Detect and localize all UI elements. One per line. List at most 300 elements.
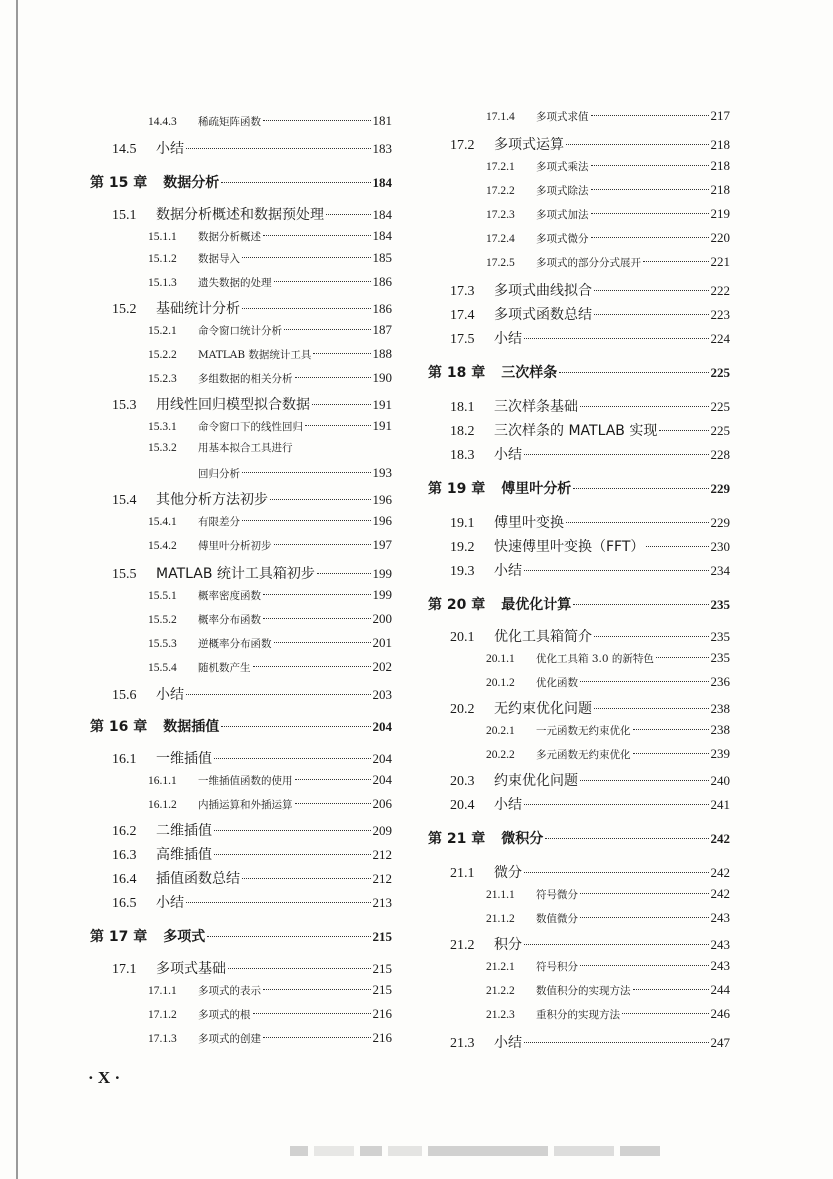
toc-leader-dots (524, 872, 709, 873)
toc-entry-page: 242 (710, 886, 730, 901)
toc-entry-number: 19.1 (450, 516, 475, 531)
toc-entry-page: 197 (372, 537, 392, 552)
toc-entry-page: 242 (710, 865, 730, 880)
toc-entry-title: 数据分析概述和数据预处理 (156, 207, 324, 223)
toc-entry-page: 201 (372, 635, 392, 650)
toc-entry-page: 196 (372, 513, 392, 528)
toc-leader-dots (253, 1013, 371, 1014)
toc-entry-page: 225 (710, 365, 730, 380)
binding-edge-line (16, 0, 18, 1179)
toc-entry-page: 246 (710, 1006, 730, 1021)
toc-entry-page: 244 (710, 982, 730, 997)
toc-entry-number: 19.2 (450, 540, 475, 555)
toc-entry-sub (90, 1030, 392, 1046)
toc-entry-sub (90, 982, 392, 998)
toc-entry-page: 218 (710, 158, 730, 173)
toc-entry-number: 20.1.1 (486, 653, 515, 665)
toc-entry-page: 239 (710, 746, 730, 761)
toc-entry-sub (428, 910, 730, 926)
toc-entry-page: 187 (372, 322, 392, 337)
toc-entry-sub (90, 659, 392, 675)
toc-entry-sub (90, 611, 392, 627)
toc-entry-page: 219 (710, 206, 730, 221)
toc-entry-number: 第 19 章 (428, 481, 486, 497)
toc-entry-title: 逆概率分布函数 (198, 638, 272, 650)
toc-leader-dots (622, 1013, 709, 1014)
toc-entry-title: 三次样条的 MATLAB 实现 (494, 423, 658, 439)
toc-entry-title: 多项式求值 (536, 111, 589, 123)
toc-entry-title: 多组数据的相关分析 (198, 373, 293, 385)
toc-leader-dots (263, 1037, 371, 1038)
toc-entry-title: 三次样条基础 (494, 399, 578, 415)
toc-leader-dots (646, 546, 708, 547)
toc-leader-dots (312, 404, 371, 405)
toc-entry-section (428, 444, 730, 464)
toc-entry-number: 17.1.4 (486, 111, 515, 123)
toc-entry-title: 其他分析方法初步 (156, 492, 268, 508)
toc-entry-number: 20.1.2 (486, 677, 515, 689)
toc-leader-dots (317, 573, 371, 574)
toc-leader-dots (221, 726, 370, 727)
toc-entry-page: 216 (372, 1006, 392, 1021)
toc-entry-sub (428, 206, 730, 222)
toc-entry-section (90, 394, 392, 414)
toc-leader-dots (524, 454, 709, 455)
toc-entry-page: 203 (372, 687, 392, 702)
toc-entry-number: 15.2.1 (148, 325, 177, 337)
toc-entry-number: 15.5 (112, 567, 137, 582)
toc-entry-title: 一维插值 (156, 751, 212, 767)
toc-entry-page: 209 (372, 823, 392, 838)
toc-entry-continuation (90, 465, 392, 481)
toc-entry-number: 15.4 (112, 493, 137, 508)
toc-entry-page: 215 (372, 961, 392, 976)
toc-entry-title: 小结 (494, 331, 522, 347)
toc-entry-number: 15.5.1 (148, 590, 177, 602)
toc-entry-sub (428, 158, 730, 174)
toc-entry-page: 186 (372, 301, 392, 316)
toc-entry-title: 有限差分 (198, 516, 240, 528)
toc-entry-number: 15.1.2 (148, 253, 177, 265)
toc-entry-page: 199 (372, 587, 392, 602)
toc-entry-title: 多元函数无约束优化 (536, 749, 631, 761)
toc-entry-number: 第 18 章 (428, 365, 486, 381)
toc-leader-dots (594, 290, 709, 291)
toc-leader-dots (221, 182, 370, 183)
toc-entry-title: 多项式曲线拟合 (494, 283, 592, 299)
page-number: · X · (88, 1068, 121, 1087)
toc-entry-title: 多项式微分 (536, 233, 589, 245)
toc-entry-page: 224 (710, 331, 730, 346)
toc-leader-dots (186, 148, 371, 149)
toc-leader-dots (274, 642, 371, 643)
toc-entry-title: 回归分析 (198, 468, 240, 480)
toc-leader-dots (594, 708, 709, 709)
toc-entry-title: 数值积分的实现方法 (536, 985, 631, 997)
toc-entry-section (90, 138, 392, 158)
toc-entry-title: 小结 (494, 797, 522, 813)
toc-entry-section (428, 770, 730, 790)
toc-leader-dots (263, 989, 371, 990)
toc-entry-sub (428, 1006, 730, 1022)
toc-entry-page: 220 (710, 230, 730, 245)
toc-entry-number: 16.2 (112, 824, 137, 839)
toc-entry-section (90, 204, 392, 224)
toc-entry-page: 184 (372, 175, 392, 190)
toc-entry-page: 228 (710, 447, 730, 462)
toc-leader-dots (580, 965, 709, 966)
toc-entry-number: 20.3 (450, 774, 475, 789)
toc-entry-page: 190 (372, 370, 392, 385)
toc-entry-chapter (428, 594, 730, 614)
toc-entry-section (428, 512, 730, 532)
toc-entry-section (90, 684, 392, 704)
toc-entry-page: 202 (372, 659, 392, 674)
toc-entry-page: 183 (372, 141, 392, 156)
toc-leader-dots (545, 838, 708, 839)
toc-entry-chapter (428, 478, 730, 498)
toc-entry-section (90, 563, 392, 583)
toc-entry-page: 229 (710, 515, 730, 530)
toc-entry-section (90, 958, 392, 978)
toc-leader-dots (263, 618, 371, 619)
toc-entry-title: 傅里叶变换 (494, 515, 564, 531)
toc-entry-page: 236 (710, 674, 730, 689)
toc-entry-section (90, 868, 392, 888)
toc-entry-number: 第 15 章 (90, 175, 148, 191)
toc-entry-number: 17.2.1 (486, 161, 515, 173)
toc-entry-page: 185 (372, 250, 392, 265)
toc-entry-title: 快速傅里叶变换（FFT） (494, 539, 645, 555)
toc-entry-title: 概率密度函数 (198, 590, 261, 602)
toc-entry-title: MATLAB 统计工具箱初步 (156, 566, 315, 582)
toc-entry-sub (90, 772, 392, 788)
toc-leader-dots (633, 753, 709, 754)
toc-entry-title: 多项式 (163, 929, 206, 945)
toc-entry-page: 206 (372, 796, 392, 811)
toc-entry-title: 小结 (156, 895, 184, 911)
toc-leader-dots (524, 338, 709, 339)
toc-leader-dots (274, 544, 371, 545)
toc-entry-section (428, 698, 730, 718)
toc-entry-section (428, 328, 730, 348)
toc-entry-page: 186 (372, 274, 392, 289)
toc-entry-number: 17.2.2 (486, 185, 515, 197)
toc-entry-title: 多项式除法 (536, 185, 589, 197)
toc-leader-dots (214, 758, 371, 759)
toc-entry-number: 17.2.3 (486, 209, 515, 221)
toc-entry-title: 重积分的实现方法 (536, 1009, 620, 1021)
toc-entry-sub (428, 958, 730, 974)
toc-entry-title: 优化工具箱 3.0 的新特色 (536, 653, 654, 665)
toc-entry-sub (90, 440, 392, 455)
toc-entry-sub (428, 108, 730, 124)
toc-leader-dots (295, 803, 371, 804)
toc-leader-dots (594, 636, 709, 637)
toc-entry-number: 17.1.1 (148, 985, 177, 997)
toc-entry-title: 无约束优化问题 (494, 701, 592, 717)
toc-entry-number: 16.5 (112, 896, 137, 911)
toc-entry-title: 微分 (494, 865, 522, 881)
toc-leader-dots (524, 944, 709, 945)
toc-entry-page: 200 (372, 611, 392, 626)
toc-entry-title: 符号微分 (536, 889, 578, 901)
toc-leader-dots (566, 144, 709, 145)
toc-leader-dots (573, 604, 708, 605)
toc-entry-page: 241 (710, 797, 730, 812)
toc-entry-page: 212 (372, 871, 392, 886)
toc-entry-sub (90, 274, 392, 290)
toc-entry-page: 238 (710, 722, 730, 737)
toc-entry-title: 符号积分 (536, 961, 578, 973)
toc-entry-title: 内插运算和外插运算 (198, 799, 293, 811)
toc-entry-sub (90, 228, 392, 244)
toc-entry-section (428, 536, 730, 556)
toc-entry-page: 196 (372, 492, 392, 507)
toc-entry-sub (428, 746, 730, 762)
toc-leader-dots (214, 854, 371, 855)
toc-entry-number: 21.2 (450, 938, 475, 953)
toc-entry-title: 小结 (156, 141, 184, 157)
toc-entry-section (90, 489, 392, 509)
toc-entry-number: 14.4.3 (148, 116, 177, 128)
toc-leader-dots (253, 666, 371, 667)
toc-entry-page: 181 (372, 113, 392, 128)
toc-entry-title: 最优化计算 (501, 597, 572, 613)
toc-entry-number: 20.2 (450, 702, 475, 717)
toc-entry-title: 多项式的表示 (198, 985, 261, 997)
toc-entry-sub (428, 254, 730, 270)
toc-leader-dots (242, 520, 371, 521)
toc-entry-number: 20.2.1 (486, 725, 515, 737)
toc-entry-page: 216 (372, 1030, 392, 1045)
toc-leader-dots (524, 1042, 709, 1043)
toc-entry-title: 高维插值 (156, 847, 212, 863)
toc-entry-number: 15.1.1 (148, 231, 177, 243)
toc-entry-number: 18.1 (450, 400, 475, 415)
toc-entry-number: 15.6 (112, 688, 137, 703)
toc-entry-title: 多项式加法 (536, 209, 589, 221)
toc-entry-number: 15.1 (112, 208, 137, 223)
toc-entry-number: 15.3 (112, 398, 137, 413)
toc-entry-number: 17.1.3 (148, 1033, 177, 1045)
toc-entry-number: 16.4 (112, 872, 137, 887)
toc-entry-page: 218 (710, 137, 730, 152)
toc-entry-title: 多项式基础 (156, 961, 226, 977)
toc-entry-number: 第 21 章 (428, 831, 486, 847)
toc-entry-sub (90, 322, 392, 338)
toc-entry-title: 积分 (494, 937, 522, 953)
toc-entry-number: 21.1.1 (486, 889, 515, 901)
toc-entry-number: 15.5.3 (148, 638, 177, 650)
toc-entry-page: 225 (710, 423, 730, 438)
toc-entry-number: 17.2 (450, 138, 475, 153)
toc-entry-title: 多项式的创建 (198, 1033, 261, 1045)
toc-entry-number: 21.2.3 (486, 1009, 515, 1021)
toc-leader-dots (656, 657, 709, 658)
toc-entry-title: MATLAB 数据统计工具 (198, 349, 312, 361)
toc-leader-dots (580, 917, 709, 918)
toc-entry-page: 247 (710, 1035, 730, 1050)
toc-entry-number: 17.3 (450, 284, 475, 299)
toc-entry-sub (428, 722, 730, 738)
toc-entry-title: 优化工具箱简介 (494, 629, 592, 645)
toc-entry-number: 第 17 章 (90, 929, 148, 945)
scan-artifact (290, 1140, 720, 1162)
toc-leader-dots (313, 353, 370, 354)
toc-entry-sub (90, 418, 392, 434)
toc-entry-sub (428, 650, 730, 666)
toc-entry-number: 16.1.2 (148, 799, 177, 811)
toc-leader-dots (295, 377, 371, 378)
toc-entry-sub (90, 113, 392, 129)
toc-entry-number: 15.2.2 (148, 349, 177, 361)
toc-entry-section (428, 560, 730, 580)
toc-entry-sub (428, 230, 730, 246)
toc-entry-page: 184 (372, 228, 392, 243)
toc-entry-section (90, 820, 392, 840)
toc-entry-page: 199 (372, 566, 392, 581)
toc-leader-dots (263, 235, 371, 236)
toc-entry-page: 215 (372, 929, 392, 944)
toc-entry-title: 遗失数据的处理 (198, 277, 272, 289)
toc-leader-dots (594, 314, 709, 315)
toc-leader-dots (566, 522, 709, 523)
toc-entry-number: 17.1 (112, 962, 137, 977)
toc-leader-dots (591, 115, 709, 116)
toc-entry-chapter (90, 716, 392, 736)
toc-entry-title: 一元函数无约束优化 (536, 725, 631, 737)
toc-leader-dots (591, 189, 709, 190)
toc-entry-page: 218 (710, 182, 730, 197)
toc-entry-section (428, 862, 730, 882)
toc-entry-title: 用线性回归模型拟合数据 (156, 397, 310, 413)
toc-entry-number: 18.3 (450, 448, 475, 463)
toc-entry-number: 15.3.1 (148, 421, 177, 433)
toc-entry-page: 243 (710, 937, 730, 952)
toc-entry-sub (90, 250, 392, 266)
toc-entry-page: 230 (710, 539, 730, 554)
toc-leader-dots (214, 830, 371, 831)
toc-entry-title: 微积分 (501, 831, 544, 847)
toc-entry-page: 215 (372, 982, 392, 997)
toc-entry-number: 21.2.2 (486, 985, 515, 997)
toc-entry-number: 16.1 (112, 752, 137, 767)
toc-entry-number: 20.4 (450, 798, 475, 813)
toc-entry-page: 235 (710, 629, 730, 644)
toc-entry-section (428, 280, 730, 300)
toc-entry-number: 15.5.2 (148, 614, 177, 626)
toc-entry-number: 第 16 章 (90, 719, 148, 735)
toc-entry-page: 212 (372, 847, 392, 862)
toc-leader-dots (633, 729, 709, 730)
toc-entry-page: 229 (710, 481, 730, 496)
toc-entry-number: 15.2.3 (148, 373, 177, 385)
toc-entry-number: 15.1.3 (148, 277, 177, 289)
toc-entry-title: 优化函数 (536, 677, 578, 689)
toc-entry-sub (90, 537, 392, 553)
toc-entry-title: 数据分析 (163, 175, 220, 191)
toc-leader-dots (580, 780, 709, 781)
toc-leader-dots (207, 936, 370, 937)
toc-entry-page: 223 (710, 307, 730, 322)
toc-entry-number: 21.2.1 (486, 961, 515, 973)
toc-entry-number: 17.2.4 (486, 233, 515, 245)
toc-entry-section (428, 134, 730, 154)
toc-leader-dots (270, 499, 371, 500)
toc-entry-title: 小结 (494, 447, 522, 463)
toc-entry-title: 用基本拟合工具进行 (198, 442, 293, 454)
toc-entry-number: 15.5.4 (148, 662, 177, 674)
toc-entry-page: 184 (372, 207, 392, 222)
toc-entry-section (428, 794, 730, 814)
toc-entry-number: 20.2.2 (486, 749, 515, 761)
toc-entry-page: 222 (710, 283, 730, 298)
toc-entry-section (428, 396, 730, 416)
toc-entry-title: 数值微分 (536, 913, 578, 925)
toc-entry-sub (90, 587, 392, 603)
toc-entry-sub (90, 1006, 392, 1022)
toc-entry-title: 多项式函数总结 (494, 307, 592, 323)
toc-entry-number: 16.1.1 (148, 775, 177, 787)
toc-leader-dots (228, 968, 371, 969)
toc-entry-title: 多项式运算 (494, 137, 564, 153)
toc-entry-number: 21.1 (450, 866, 475, 881)
toc-entry-page: 217 (710, 108, 730, 123)
toc-entry-sub (90, 796, 392, 812)
toc-entry-section (428, 1032, 730, 1052)
toc-leader-dots (559, 372, 708, 373)
toc-leader-dots (263, 594, 371, 595)
toc-entry-title: 傅里叶分析初步 (198, 540, 272, 552)
toc-entry-page: 191 (372, 397, 392, 412)
toc-entry-title: 数据分析概述 (198, 231, 261, 243)
toc-entry-page: 240 (710, 773, 730, 788)
toc-entry-title: 小结 (156, 687, 184, 703)
toc-entry-page: 238 (710, 701, 730, 716)
toc-entry-title: 多项式的部分分式展开 (536, 257, 641, 269)
toc-entry-page: 235 (710, 597, 730, 612)
toc-entry-page: 243 (710, 910, 730, 925)
toc-entry-title: 多项式乘法 (536, 161, 589, 173)
toc-entry-section (428, 934, 730, 954)
toc-leader-dots (186, 694, 371, 695)
toc-entry-page: 191 (372, 418, 392, 433)
toc-entry-page: 242 (710, 831, 730, 846)
toc-entry-title: 基础统计分析 (156, 301, 240, 317)
toc-entry-number: 15.4.2 (148, 540, 177, 552)
toc-entry-section (428, 304, 730, 324)
toc-leader-dots (284, 329, 371, 330)
toc-entry-section (90, 748, 392, 768)
toc-leader-dots (274, 281, 371, 282)
toc-entry-page: 193 (372, 465, 392, 480)
toc-entry-page: 243 (710, 958, 730, 973)
toc-entry-number: 17.4 (450, 308, 475, 323)
toc-entry-sub (428, 982, 730, 998)
toc-entry-number: 15.4.1 (148, 516, 177, 528)
toc-entry-page: 235 (710, 650, 730, 665)
toc-entry-chapter (428, 362, 730, 382)
toc-leader-dots (591, 213, 709, 214)
toc-entry-number: 20.1 (450, 630, 475, 645)
toc-leader-dots (295, 779, 371, 780)
toc-entry-page: 204 (372, 751, 392, 766)
toc-entry-page: 188 (372, 346, 392, 361)
toc-entry-section (428, 626, 730, 646)
toc-entry-page: 221 (710, 254, 730, 269)
toc-entry-number: 19.3 (450, 564, 475, 579)
